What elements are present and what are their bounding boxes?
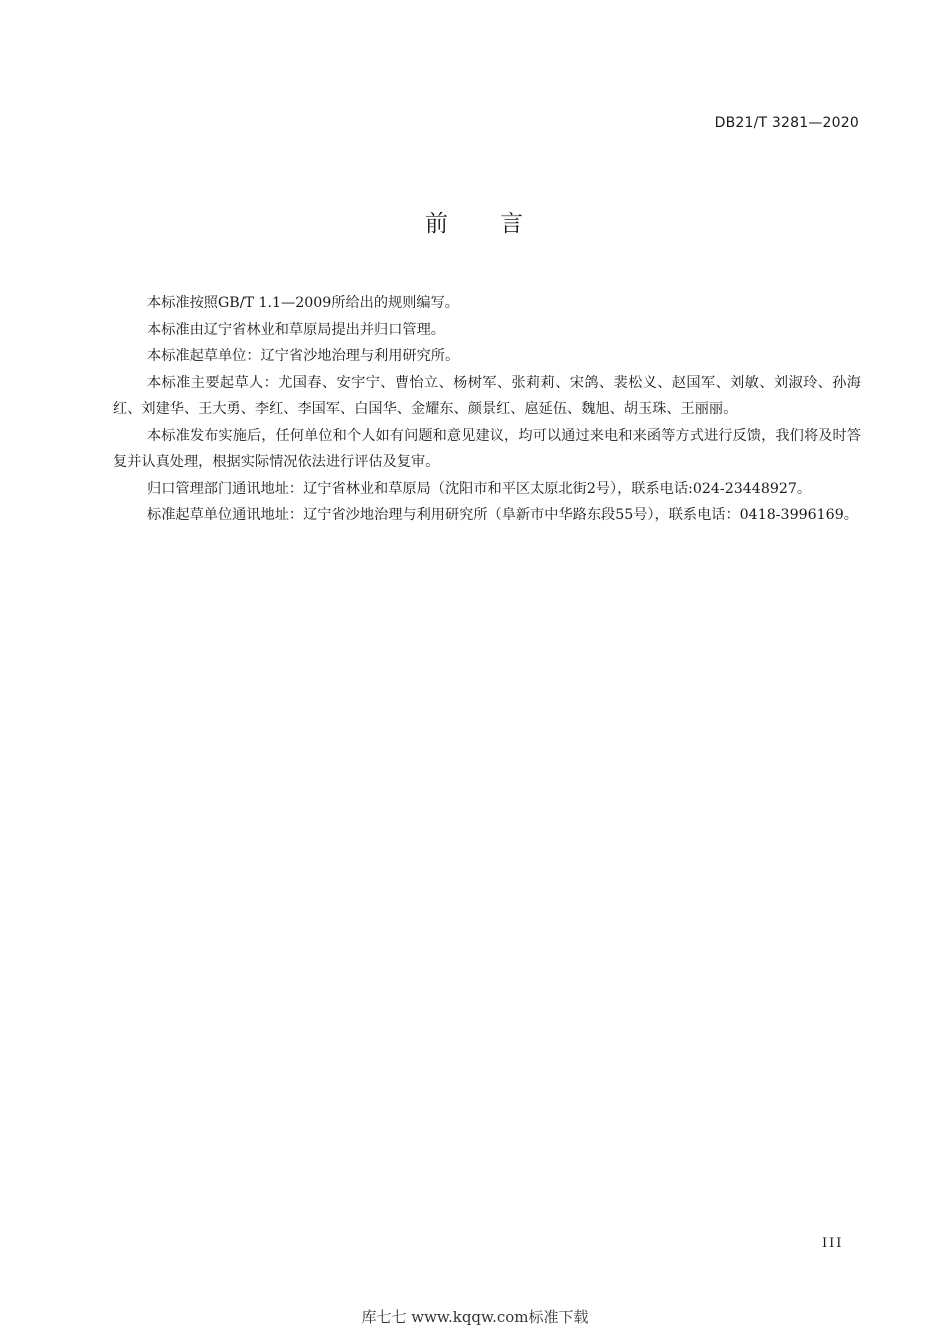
- paragraph-drafting-rules: 本标准按照GB/T 1.1—2009所给出的规则编写。: [147, 295, 459, 311]
- paragraph-drafters: 本标准主要起草人：尤国春、安宇宁、曹怡立、杨树军、张莉莉、宋鸽、裴松义、赵国军、刘敏、刘淑玲、孙海红、刘建华、王大勇、李红、李国军、白国华、金耀东、颜景红、扈延伍、魏旭、胡玉珠、王丽丽。: [113, 374, 861, 417]
- page-title: [0, 205, 950, 238]
- title-char-1: 前: [425, 211, 450, 237]
- paragraph-proposer: 本标准由辽宁省林业和草原局提出并归口管理。: [147, 321, 445, 338]
- footer-watermark: 库七七 www.kqqw.com标准下载: [361, 1308, 589, 1326]
- paragraph-unit-address: 标准起草单位通讯地址：辽宁省沙地治理与利用研究所（阜新市中华路东段55号），联系电话：0418-3996169。: [147, 507, 858, 523]
- page-number: III: [822, 1236, 844, 1251]
- paragraph-admin-address: 归口管理部门通讯地址：辽宁省林业和草原局（沈阳市和平区太原北街2号），联系电话:024-23448927。: [147, 480, 812, 497]
- document-code: DB21/T 3281—2020: [714, 115, 859, 131]
- paragraph-feedback: 本标准发布实施后，任何单位和个人如有问题和意见建议，均可以通过来电和来函等方式进行反馈，我们将及时答复并认真处理，根据实际情况依法进行评估及复审。: [113, 427, 861, 470]
- paragraph-drafting-unit: 本标准起草单位：辽宁省沙地治理与利用研究所。: [147, 348, 460, 364]
- foreword-body: [113, 290, 861, 529]
- title-char-2: 言: [500, 211, 525, 237]
